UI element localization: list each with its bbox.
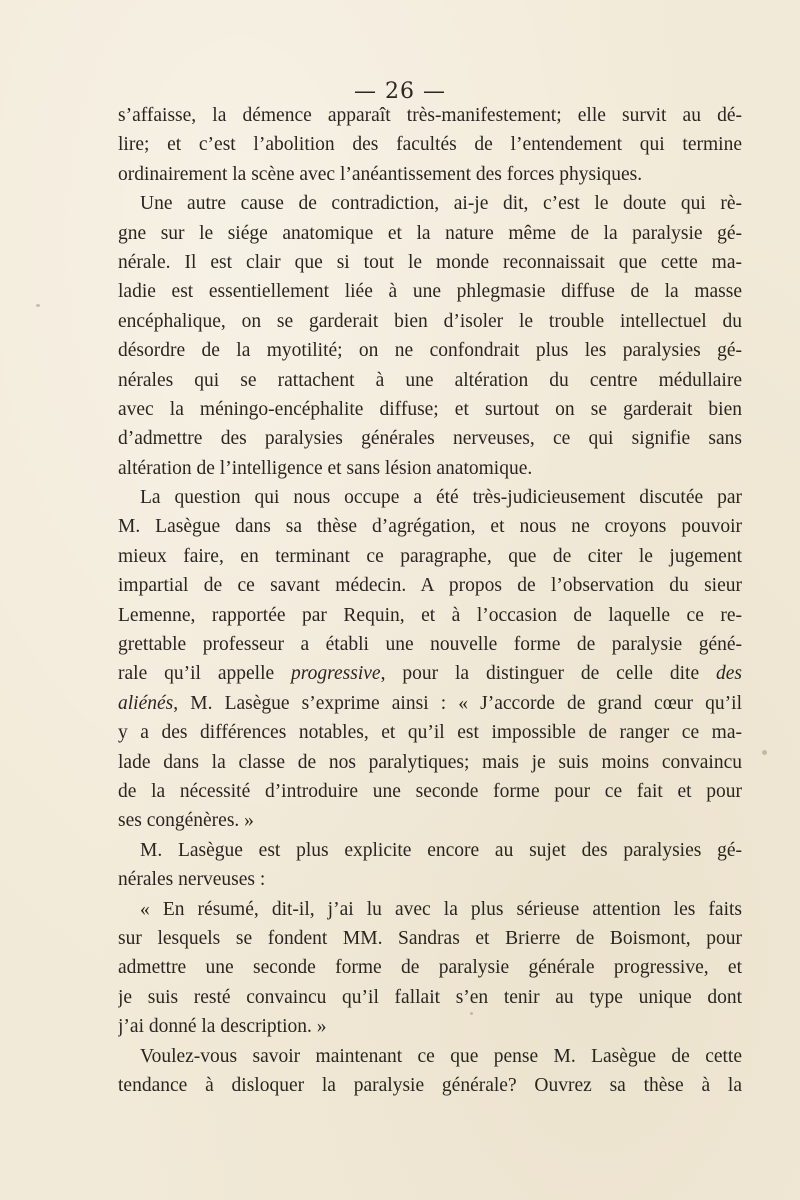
text-line: encéphalique, on se garderait bien d’isoler le trouble intellectuel du [118,310,742,332]
text-line: nérales nerveuses : [118,869,266,891]
text-line: nérale. Il est clair que si tout le monde reconnaissait que cette ma- [118,251,742,273]
text-line: avec la méningo-encéphalite diffuse; et surtout on se garderait bien [118,398,742,420]
text-line: de la nécessité d’introduire une seconde forme pour ce fait et pour [118,780,742,802]
paper-speck [36,304,40,307]
text-line: La question qui nous occupe a été très-judicieusement discutée par [140,487,742,509]
text-line: « En résumé, dit-il, j’ai lu avec la plus sérieuse attention les faits [140,898,742,920]
text-line: aliénés, M. Lasègue s’exprime ainsi : « J’accorde de grand cœur qu’il [118,692,742,714]
paper-speck [470,1012,473,1015]
text-line: lire; et c’est l’abolition des facultés de l’entendement qui termine [118,134,742,156]
text-line: y a des différences notables, et qu’il est impossible de ranger ce ma- [118,722,742,744]
text-line: Lemenne, rapportée par Requin, et à l’occasion de laquelle ce re- [118,604,742,626]
text-line: tendance à disloquer la paralysie générale? Ouvrez sa thèse à la [118,1074,742,1096]
text-line: Une autre cause de contradiction, ai-je dit, c’est le doute qui rè- [140,193,742,215]
text-line: ses congénères. » [118,810,254,832]
text-line: ordinairement la scène avec l’anéantissement des forces physiques. [118,163,643,185]
text-line: s’affaisse, la démence apparaît très-manifestement; elle survit au dé- [118,105,742,126]
text-line: admettre une seconde forme de paralysie générale progressive, et [118,957,742,979]
text-line: rale qu’il appelle progressive, pour la distinguer de celle dite des [118,663,742,685]
page-number: — 26 — [354,79,446,104]
text-line: Voulez-vous savoir maintenant ce que pense M. Lasègue de cette [140,1045,742,1067]
paper-speck [762,750,767,755]
text-line: gne sur le siége anatomique et la nature même de la paralysie gé- [118,222,742,244]
text-line: M. Lasègue dans sa thèse d’agrégation, et nous ne croyons pouvoir [118,516,742,538]
body-text [118,101,742,1100]
text-line: mieux faire, en terminant ce paragraphe, que de citer le jugement [118,545,742,567]
text-line: nérales qui se rattachent à une altération du centre médullaire [118,369,742,391]
text-line: sur lesquels se fondent MM. Sandras et Brierre de Boismont, pour [118,927,742,949]
text-line: ladie est essentiellement liée à une phlegmasie diffuse de la masse [118,281,742,303]
text-line: impartial de ce savant médecin. A propos de l’observation du sieur [118,575,742,597]
text-line: lade dans la classe de nos paralytiques; mais je suis moins convaincu [118,751,742,773]
text-line: M. Lasègue est plus explicite encore au sujet des paralysies gé- [140,839,742,861]
text-line: désordre de la myotilité; on ne confondrait plus les paralysies gé- [118,340,742,362]
text-line: je suis resté convaincu qu’il fallait s’en tenir au type unique dont [118,986,742,1008]
text-line: j’ai donné la description. » [118,1016,327,1038]
text-line: d’admettre des paralysies générales nerveuses, ce qui signifie sans [118,428,742,450]
text-line: grettable professeur a établi une nouvelle forme de paralysie géné- [118,634,742,656]
text-line: altération de l’intelligence et sans lésion anatomique. [118,457,533,479]
